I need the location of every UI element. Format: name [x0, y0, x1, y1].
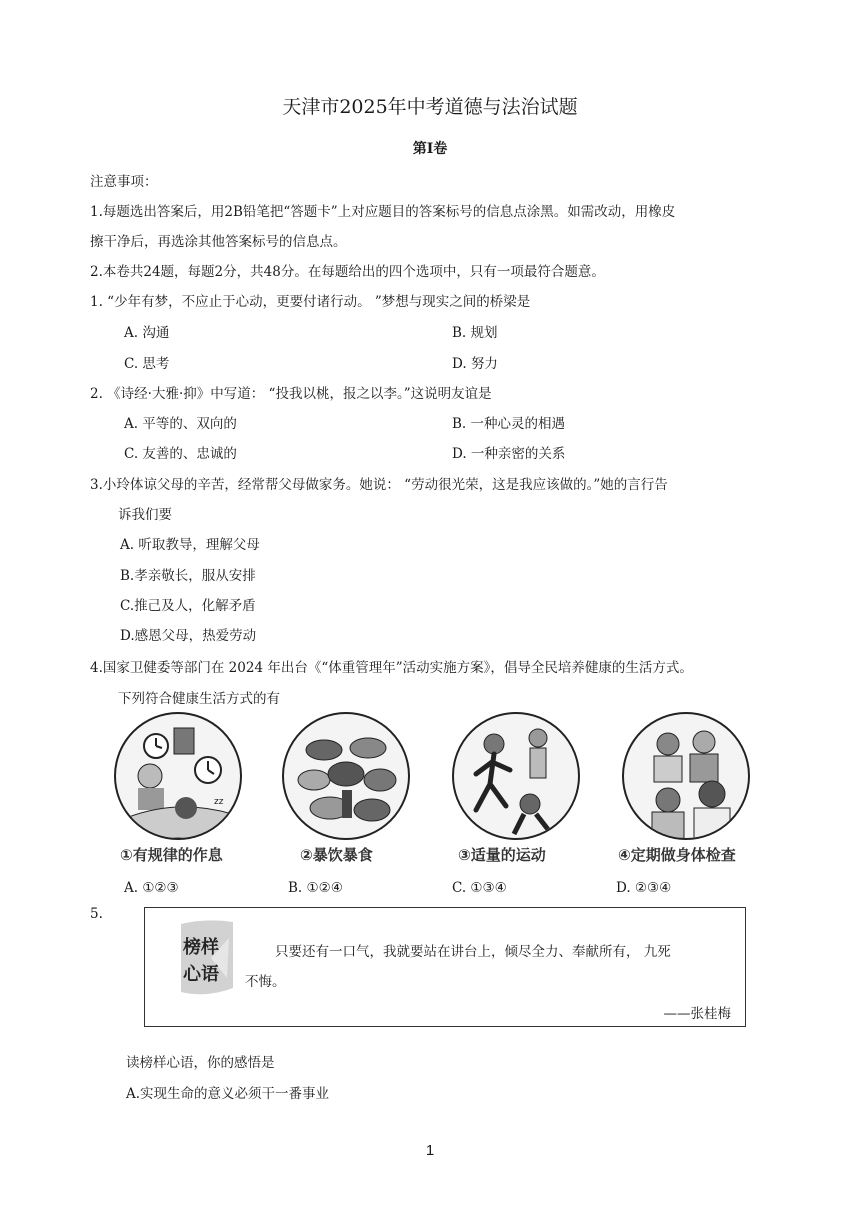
caption-moderate-exercise: ③适量的运动 [458, 846, 546, 864]
q2-stem: 2. 《诗经·大雅·抑》中写道： “投我以桃，报之以李。”这说明友谊是 [90, 386, 492, 402]
notice-heading: 注意事项： [90, 174, 158, 190]
role-model-quote-box [144, 907, 746, 1027]
q2-option-b: B. 一种心灵的相遇 [452, 416, 566, 432]
caption-health-checkup: ④定期做身体检查 [618, 846, 736, 864]
q1-option-a: A. 沟通 [124, 325, 170, 341]
exercise-illustration [452, 712, 580, 840]
notice-item1-line2: 擦干净后，再选涂其他答案标号的信息点。 [90, 234, 347, 250]
quote-line1: 只要还有一口气，我就要站在讲台上，倾尽全力、奉献所有， 九死 [275, 944, 671, 960]
q3-stem-line2: 诉我们要 [118, 507, 172, 523]
q2-option-c: C. 友善的、忠诚的 [124, 446, 237, 462]
quote-author: ——张桂梅 [663, 1006, 731, 1022]
q4-option-a: A. ①②③ [124, 880, 179, 896]
caption-regular-schedule: ①有规律的作息 [120, 846, 223, 864]
notice-item1-line1: 1.每题选出答案后，用2B铅笔把“答题卡”上对应题目的答案标号的信息点涂黑。如需改动，用橡皮 [90, 204, 676, 220]
caption-binge-eating: ②暴饮暴食 [300, 846, 373, 864]
q2-option-d: D. 一种亲密的关系 [452, 446, 566, 462]
q5-option-a: A.实现生命的意义必须干一番事业 [126, 1086, 330, 1102]
quote-line2: 不悔。 [245, 974, 286, 990]
q4-option-c: C. ①③④ [452, 880, 507, 896]
q3-option-b: B.孝亲敬长，服从安排 [120, 568, 256, 584]
q1-option-d: D. 努力 [452, 356, 498, 372]
q2-option-a: A. 平等的、双向的 [124, 416, 237, 432]
q4-stem-line2: 下列符合健康生活方式的有 [118, 691, 280, 707]
feast-illustration [282, 712, 410, 840]
sleep-illustration [114, 712, 242, 840]
section-heading: 第Ⅰ卷 [412, 141, 448, 157]
q5-stem: 读榜样心语，你的感悟是 [126, 1055, 275, 1071]
q1-option-b: B. 规划 [452, 325, 498, 341]
q1-option-c: C. 思考 [124, 356, 170, 372]
q4-stem-line1: 4.国家卫健委等部门在 2024 年出台《“体重管理年”活动实施方案》，倡导全民培养健康的生活方式。 [90, 660, 693, 676]
q3-stem-line1: 3.小玲体谅父母的辛苦，经常帮父母做家务。她说： “劳动很光荣，这是我应该做的。”她的言行告 [90, 477, 668, 493]
q4-option-d: D. ②③④ [616, 880, 672, 896]
q3-option-c: C.推己及人，化解矛盾 [120, 598, 256, 614]
svg-text:zz: zz [214, 797, 224, 807]
page-title: 天津市2025年中考道德与法治试题 [282, 96, 578, 118]
notice-item2: 2.本卷共24题，每题2分，共48分。在每题给出的四个选项中，只有一项最符合题意。 [90, 264, 605, 280]
q3-option-a: A. 听取教导，理解父母 [120, 537, 260, 553]
q4-option-b: B. ①②④ [288, 880, 343, 896]
checkup-illustration [622, 712, 750, 840]
q5-number: 5. [90, 906, 103, 922]
page-number: 1 [425, 1142, 435, 1159]
q3-option-d: D.感恩父母，热爱劳动 [120, 628, 257, 644]
q1-stem: 1. “少年有梦，不应止于心动，更要付诸行动。 ”梦想与现实之间的桥梁是 [90, 294, 531, 310]
badge-label: 榜样心语 [183, 937, 219, 985]
